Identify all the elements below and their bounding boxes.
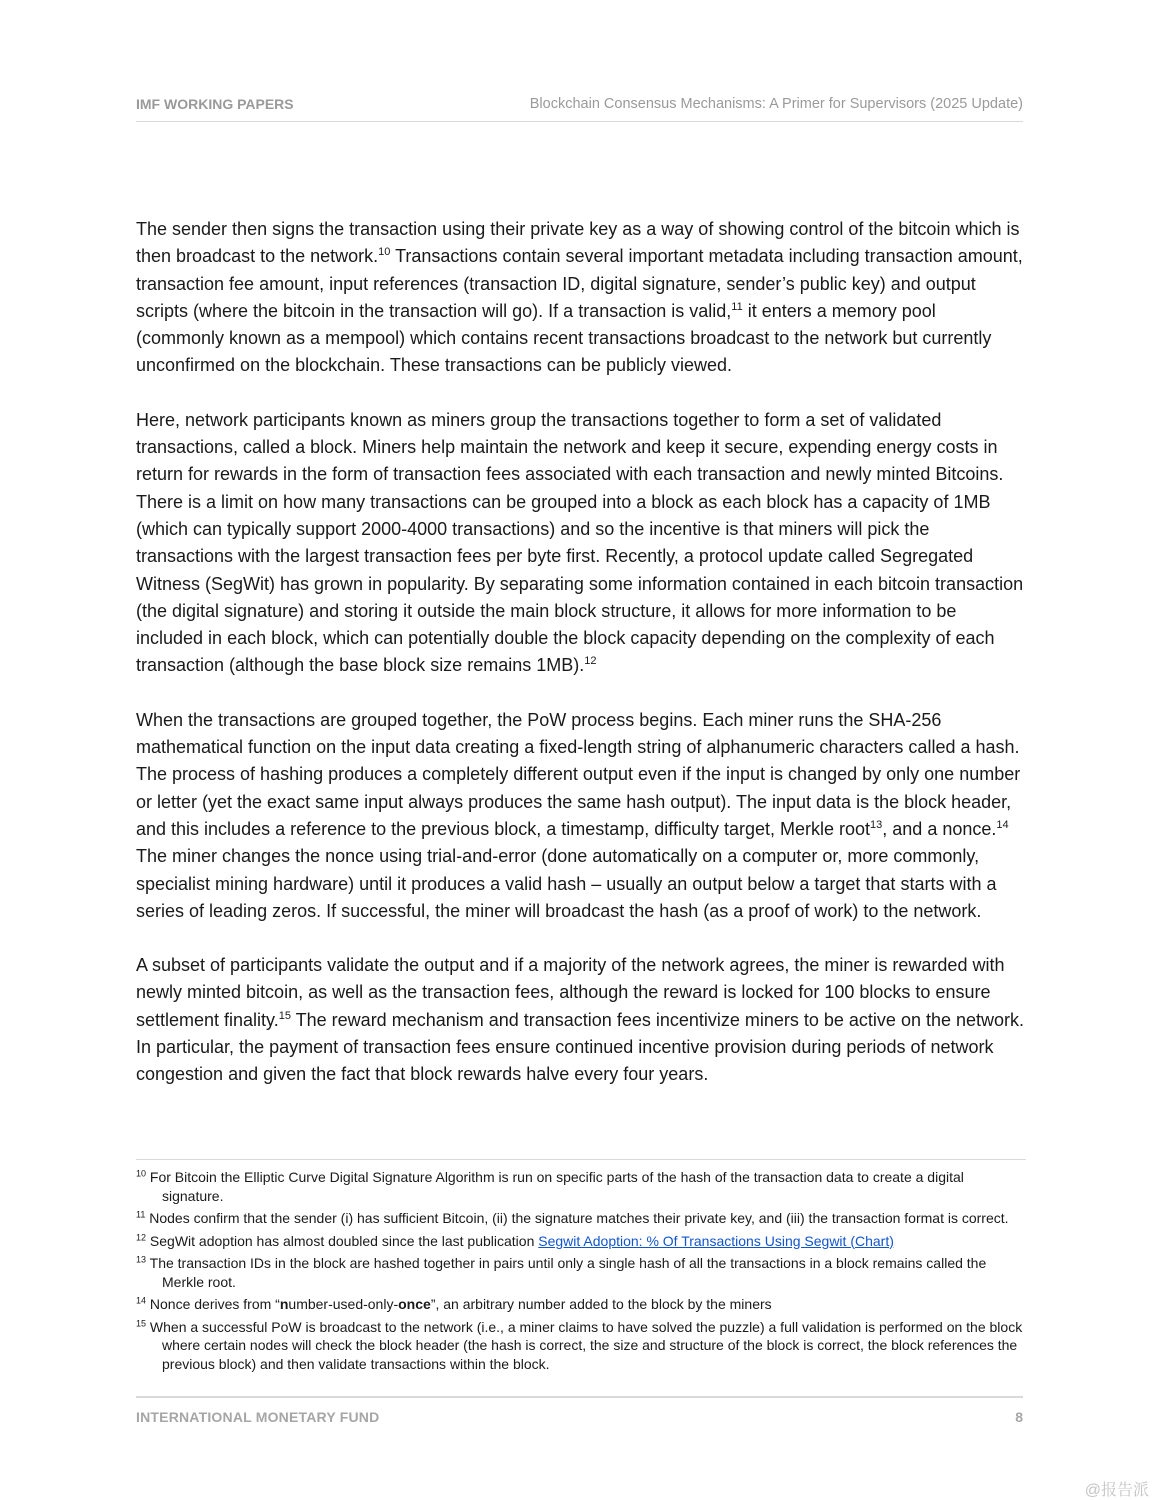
page-header [136,95,1023,122]
body-text [136,216,1026,1116]
page-number: 8 [1015,1409,1023,1425]
footnote-ref-11[interactable]: 11 [731,300,743,313]
footnote-ref-13[interactable]: 13 [870,818,883,831]
footnote-11: $^{11}$ Nodes confirm that the sender (i) has sufficient Bitcoin, (ii) the signature matches their private key, and (iii) the transaction format is correct. [136,1209,1009,1226]
header-series: IMF WORKING PAPERS [136,96,294,112]
footer-org: INTERNATIONAL MONETARY FUND [136,1409,380,1425]
paragraph-4: A subset of participants validate the output and if a majority of the network agrees, the miner is rewarded with newly minted bitcoin, as well as the transaction fees, although the reward is locked for 100 blocks to ensure settlement finality.$^{15}$ The reward mechanism and transaction fees incentivize miners to be active on the network. In particular, the payment of transaction fees ensure continued incentive provision during periods of network congestion and given the fact that block rewards halve every four years. [136,955,1025,1085]
footnote-13: $^{13}$ The transaction IDs in the block are hashed together in pairs until only a single hash of all the transactions in a block remains called the Merkle root. [136,1254,987,1290]
watermark: @报告派 [1084,1482,1149,1499]
header-title: Blockchain Consensus Mechanisms: A Primer for Supervisors (2025 Update) [529,96,1023,112]
segwit-chart-link[interactable]: Segwit Adoption: % Of Transactions Using Segwit (Chart) [538,1232,894,1249]
paragraph-2: Here, network participants known as miners group the transactions together to form a set of validated transactions, called a block. Miners help maintain the network and keep it secure, expending energy costs in return for rewards in the form of transaction fees associated with each transaction and newly minted Bitcoins. There is a limit on how many transactions can be grouped into a block as each block has a capacity of 1MB (which can typically support 2000-4000 transactions) and so the incentive is that miners will pick the transactions with the largest transaction fees per byte first. Recently, a protocol update called Segregated Witness (SegWit) has grown in popularity. By separating some information contained in each bitcoin transaction (the digital signature) and storing it outside the main block structure, it allows for more information to be included in each block, which can potentially double the block capacity depending on the complexity of each transaction (although the base block size remains 1MB).$^{12}$ [136,409,1024,676]
footnotes [136,1159,1026,1377]
page-footer [136,1396,1023,1425]
footnote-12: $^{12}$ SegWit adoption has almost doubled since the last publication Segwit Adoption: % Of Transactions Using Segwit (Chart) [136,1231,894,1249]
paragraph-3: When the transactions are grouped together, the PoW process begins. Each miner runs the SHA-256 mathematical function on the input data creating a fixed-length string of alphanumeric characters called a hash. The process of hashing produces a completely different output even if the input is changed by only one number or letter (yet the exact same input always produces the same hash output). The input data is the block header, and this includes a reference to the previous block, a timestamp, difficulty target, Merkle root$^{13}$, and a nonce.$^{14}$ The miner changes the nonce using trial-and-error (done automatically on a computer or, more commonly, specialist mining hardware) until it produces a valid hash – usually an output below a target that starts with a series of leading zeros. If successful, the miner will broadcast the hash (as a proof of work) to the network. [136,709,1021,921]
footnote-15: $^{15}$ When a successful PoW is broadcast to the network (i.e., a miner claims to have solved the puzzle) a full validation is performed on the block where certain nodes will check the block header (the hash is correct, the size and structure of the block is correct, the block references the previous block) and then validate transactions within the block. [136,1317,1023,1372]
footnote-ref-15[interactable]: 15 [278,1009,291,1022]
paragraph-1: The sender then signs the transaction using their private key as a way of showing control of the bitcoin which is then broadcast to the network.$^{10}$ Transactions contain several important metadata including transaction amount, transaction fee amount, input references (transaction ID, digital signature, sender’s public key) and output scripts (where the bitcoin in the transaction will go). If a transaction is valid,$^{11}$ it enters a memory pool (commonly known as a mempool) which contains recent transactions broadcast to the network but currently unconfirmed on the blockchain. These transactions can be publicly viewed. [136,219,1023,376]
footnote-ref-12[interactable]: 12 [584,655,597,668]
footnote-ref-10[interactable]: 10 [378,246,391,259]
footnote-14: $^{14}$ Nonce derives from “number-used-only-once”, an arbitrary number added to the block by the miners [136,1295,772,1312]
footnote-10: $^{10}$ For Bitcoin the Elliptic Curve Digital Signature Algorithm is run on specific parts of the hash of the transaction data to create a digital signature. [136,1168,964,1204]
footnote-ref-14[interactable]: 14 [996,818,1009,831]
